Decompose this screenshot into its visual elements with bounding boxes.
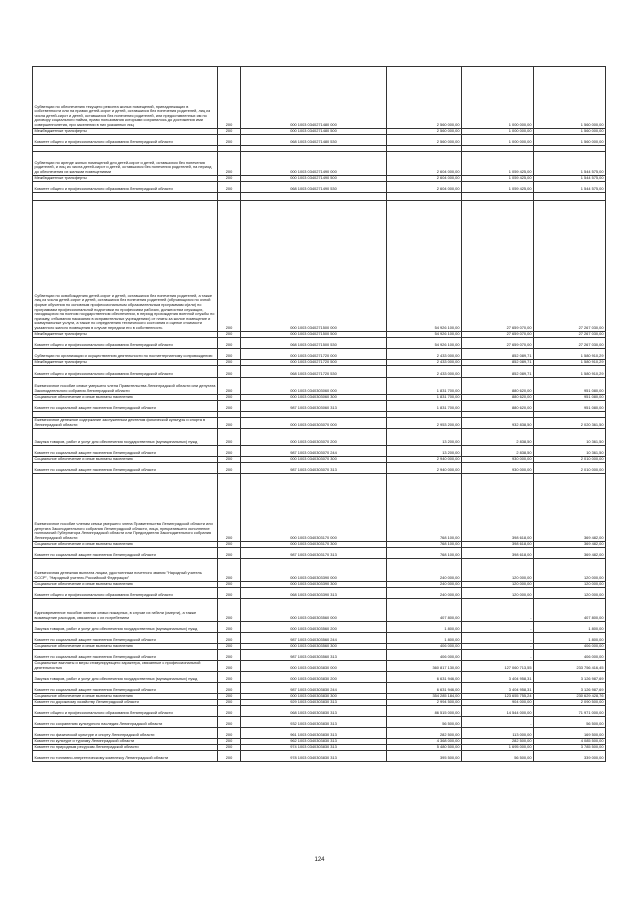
table-row: [33, 135, 606, 146]
cell-sum1: 13 200,00: [387, 446, 462, 457]
cell-sum2: 120 000,00: [462, 559, 534, 582]
table-row: [33, 201, 606, 332]
cell-code: 200: [218, 338, 241, 349]
cell-sum1: 86 515 000,00: [387, 706, 462, 717]
cell-code: 200: [218, 683, 241, 694]
cell-sum1: 2 604 000,00: [387, 182, 462, 193]
cell-kbk: 000 1003 0340271480 000: [241, 67, 387, 129]
cell-sum3: 1 800,00: [534, 633, 606, 644]
cell-code: 200: [218, 176, 241, 182]
cell-name: Комитет по социальной защите населения Ленинградской области: [33, 401, 218, 412]
cell-kbk: 000 1003 0340303170 300: [241, 542, 387, 548]
cell-kbk: 962 1003 0340303830 313: [241, 739, 387, 745]
cell-sum3: 230 629 428,76: [534, 694, 606, 700]
cell-code: 200: [218, 418, 241, 429]
cell-sum1: 354 285 184,00: [387, 694, 462, 700]
cell-sum3: 339 000,00: [534, 751, 606, 762]
cell-sum2: 120 000,00: [462, 588, 534, 599]
table-row: [33, 717, 606, 728]
cell-sum2: -: [462, 650, 534, 661]
cell-name: Комитет по социальной защите населения Ленинградской области: [33, 446, 218, 457]
cell-name: Комитет по культуре и туризму Ленинградской области: [33, 739, 218, 745]
cell-code: 200: [218, 129, 241, 135]
cell-sum2: 123 655 755,24: [462, 694, 534, 700]
table-row: [33, 446, 606, 457]
cell-sum1: 406 000,00: [387, 644, 462, 650]
cell-kbk: 987 1003 0340303070 313: [241, 463, 387, 474]
cell-sum3: 3 126 987,69: [534, 683, 606, 694]
cell-sum3: 369 482,00: [534, 474, 606, 542]
table-row: [33, 582, 606, 588]
cell-name: [33, 193, 218, 201]
table-row: [33, 728, 606, 739]
cell-sum3: 1 580 910,29: [534, 360, 606, 366]
table-row: [33, 633, 606, 644]
table-row: [33, 193, 606, 201]
cell-name: Субвенции по обеспечению текущего ремонта жилых помещений, принадлежащих в собственности или на правах детей-сирот и детей, оставшихся без попечения родителей, лиц из числа детей-сирот и детей, оставшихся без попечения родителей, или предоставленных им по договору социального найма, право пользования которыми сохранилось до достижения ими совершеннолетия, при заселении в них указанных лиц: [33, 67, 218, 129]
table-row: [33, 650, 606, 661]
cell-name: Социальное обеспечение и иные выплаты населению: [33, 542, 218, 548]
cell-name: Комитет общего и профессионального образования Ленинградской области: [33, 366, 218, 378]
table-row: [33, 694, 606, 700]
cell-name: Ежемесячное пособие членам семьи умершего члена Правительства Ленинградской области или депутата Законодательного собрания Ленинградской области, лица, прекратившего исполнение полномочий Губернатора Ленинградской области или Председателя Законодательного собрания Ленинградской области: [33, 474, 218, 542]
cell-kbk: 000 1003 0340303830 300: [241, 694, 387, 700]
cell-sum3: 2 010 000,00: [534, 457, 606, 463]
cell-sum3: 3 126 987,69: [534, 672, 606, 683]
cell-code: 200: [218, 728, 241, 739]
cell-name: Комитет общего и профессионального образования Ленинградской области: [33, 338, 218, 349]
table-row: [33, 706, 606, 717]
cell-sum3: 56 500,00: [534, 717, 606, 728]
cell-kbk: 000 1003 0340303060 000: [241, 378, 387, 395]
cell-kbk: 961 1003 0340303830 313: [241, 728, 387, 739]
cell-sum3: 951 080,00: [534, 395, 606, 401]
cell-kbk: 068 1003 0340271480 530: [241, 135, 387, 146]
cell-sum3: 1 580 910,29: [534, 349, 606, 360]
cell-sum1: 768 100,00: [387, 474, 462, 542]
cell-sum2: 852 089,71: [462, 360, 534, 366]
cell-kbk: 000 1003 0340303560 000: [241, 599, 387, 622]
cell-name: Комитет общего и профессионального образования Ленинградской области: [33, 135, 218, 146]
cell-code: 200: [218, 717, 241, 728]
table-row: [33, 672, 606, 683]
cell-kbk: 068 1003 0340271490 530: [241, 182, 387, 193]
cell-sum3: 169 500,00: [534, 728, 606, 739]
table-row: [33, 745, 606, 751]
cell-sum1: 2 604 000,00: [387, 152, 462, 176]
page-number: 124: [314, 857, 325, 863]
cell-sum2: 880 620,00: [462, 378, 534, 395]
cell-sum1: 2 940 000,00: [387, 457, 462, 463]
cell-sum3: 1 560 000,00: [534, 129, 606, 135]
cell-code: 200: [218, 360, 241, 366]
table-row: [33, 700, 606, 706]
cell-sum2: 2 838,50: [462, 446, 534, 457]
cell-kbk: 000 1003 0340271720 000: [241, 349, 387, 360]
cell-sum1: 54 926 100,00: [387, 338, 462, 349]
cell-kbk: 000 1003 0340271500 500: [241, 332, 387, 338]
cell-code: 200: [218, 672, 241, 683]
cell-kbk: 000 1003 0340271480 500: [241, 129, 387, 135]
cell-sum2: 56 500,00: [462, 751, 534, 762]
cell-kbk: 987 1003 0340303070 244: [241, 446, 387, 457]
cell-sum2: 1 000 000,00: [462, 135, 534, 146]
cell-sum1: 2 994 500,00: [387, 700, 462, 706]
cell-sum3: 4 085 500,00: [534, 739, 606, 745]
cell-name: Единовременное пособие членам семьи пожарных, в случае их гибели (смерти), а также возмещение расходов, связанных с их погребением: [33, 599, 218, 622]
cell-name: Социальное обеспечение и иные выплаты населению: [33, 694, 218, 700]
table-row: [33, 418, 606, 429]
cell-sum3: 120 000,00: [534, 559, 606, 582]
cell-name: Закупка товаров, работ и услуг для обеспечения государственных (муниципальных) нужд: [33, 429, 218, 446]
cell-sum1: 240 000,00: [387, 582, 462, 588]
cell-name: Комитет по сохранению культурного наследия Ленинградской области: [33, 717, 218, 728]
cell-sum3: 10 361,50: [534, 446, 606, 457]
cell-sum1: 2 940 000,00: [387, 463, 462, 474]
cell-name: Комитет по социальной защите населения Ленинградской области: [33, 650, 218, 661]
cell-sum2: 2 838,50: [462, 429, 534, 446]
cell-name: Комитет по физической культуре и спорту Ленинградской области: [33, 728, 218, 739]
cell-sum3: 2 020 361,50: [534, 418, 606, 429]
cell-sum3: 951 080,00: [534, 378, 606, 395]
cell-sum2: 1 059 425,00: [462, 176, 534, 182]
cell-kbk: 000 1003 0340303830 000: [241, 661, 387, 672]
cell-sum1: 407 800,00: [387, 599, 462, 622]
cell-name: Ежемесячное пособие семье умершего члена Правительства Ленинградской области или депутата Законодательного собрания Ленинградской области: [33, 378, 218, 395]
table-row: [33, 366, 606, 378]
table-row: [33, 622, 606, 633]
cell-name: Комитет по дорожному хозяйству Ленинградской области: [33, 700, 218, 706]
cell-sum2: -: [462, 633, 534, 644]
cell-kbk: 000 1003 0340303060 300: [241, 395, 387, 401]
cell-name: Межбюджетные трансферты: [33, 129, 218, 135]
cell-sum3: 369 482,00: [534, 542, 606, 548]
cell-sum2: -: [462, 717, 534, 728]
cell-code: 200: [218, 429, 241, 446]
table-row: [33, 739, 606, 745]
cell-name: Комитет по социальной защите населения Ленинградской области: [33, 683, 218, 694]
cell-code: 200: [218, 395, 241, 401]
cell-name: Закупка товаров, работ и услуг для обеспечения государственных (муниципальных) нужд: [33, 672, 218, 683]
cell-code: 200: [218, 622, 241, 633]
cell-code: 200: [218, 366, 241, 378]
budget-table: [32, 66, 606, 762]
cell-code: 200: [218, 182, 241, 193]
budget-table-body: [33, 67, 606, 762]
cell-sum2: 27 659 070,00: [462, 338, 534, 349]
table-row: [33, 349, 606, 360]
cell-kbk: 974 1003 0340303830 313: [241, 745, 387, 751]
cell-kbk: 000 1003 0340271720 500: [241, 360, 387, 366]
cell-code: 200: [218, 463, 241, 474]
table-row: [33, 588, 606, 599]
cell-kbk: 000 1003 0340271500 000: [241, 201, 387, 332]
cell-sum1: 5 480 500,00: [387, 745, 462, 751]
cell-sum1: 768 100,00: [387, 548, 462, 559]
cell-name: Субвенции по освобождению детей-сирот и детей, оставшихся без попечения родителей, а также лиц из числа детей-сирот и детей, оставшихся без попечения родителей (обучающихся по очной форме обучения по основным профессиональным образовательным программам и(или) по программам профессиональной подготовки по профессиям рабочих, должностям служащих, находящихся на полном государственном обеспечении, в период прохождения военной службы по призыву, отбывания наказания в исправительных учреждениях) от платы за жилое помещение и коммунальные услуги, а также по определению технического состояния и оценке стоимости указанного жилого помещения в случае передачи его в собственность: [33, 201, 218, 332]
cell-kbk: 000 1003 0340303170 000: [241, 474, 387, 542]
cell-name: Межбюджетные трансферты: [33, 176, 218, 182]
cell-sum2: 3 404 958,31: [462, 672, 534, 683]
cell-kbk: 000 1003 0340303070 300: [241, 457, 387, 463]
cell-sum2: 1 000 000,00: [462, 129, 534, 135]
cell-kbk: 068 1003 0340271500 530: [241, 338, 387, 349]
cell-sum3: 120 000,00: [534, 582, 606, 588]
table-row: [33, 152, 606, 176]
cell-kbk: 000 1003 0340303560 200: [241, 622, 387, 633]
cell-name: Комитет по природным ресурсам Ленинградской области: [33, 745, 218, 751]
cell-code: 200: [218, 599, 241, 622]
cell-code: 200: [218, 135, 241, 146]
cell-code: 200: [218, 700, 241, 706]
cell-code: 200: [218, 548, 241, 559]
table-row: [33, 429, 606, 446]
cell-code: 200: [218, 751, 241, 762]
cell-sum1: 1 800,00: [387, 622, 462, 633]
cell-sum1: 2 560 000,00: [387, 129, 462, 135]
cell-sum2: 27 659 070,00: [462, 201, 534, 332]
cell-code: 200: [218, 559, 241, 582]
cell-sum3: 3 785 500,00: [534, 745, 606, 751]
cell-sum1: 6 631 946,00: [387, 683, 462, 694]
cell-name: Комитет по социальной защите населения Ленинградской области: [33, 548, 218, 559]
table-row: [33, 182, 606, 193]
cell-sum2: 3 404 958,31: [462, 683, 534, 694]
cell-sum1: 2 604 000,00: [387, 176, 462, 182]
cell-sum1: 406 000,00: [387, 650, 462, 661]
table-row: [33, 559, 606, 582]
cell-sum2: 398 618,00: [462, 542, 534, 548]
cell-name: Комитет по социальной защите населения Ленинградской области: [33, 463, 218, 474]
cell-code: 200: [218, 706, 241, 717]
cell-sum2: 930 000,00: [462, 457, 534, 463]
table-row: [33, 463, 606, 474]
cell-kbk: 987 1003 0340303560 244: [241, 633, 387, 644]
cell-code: 200: [218, 349, 241, 360]
cell-sum1: 4 368 000,00: [387, 739, 462, 745]
cell-sum1: 240 000,00: [387, 588, 462, 599]
cell-sum1: 6 631 946,00: [387, 672, 462, 683]
cell-sum2: 932 838,50: [462, 418, 534, 429]
cell-sum2: -: [462, 622, 534, 633]
table-row: [33, 378, 606, 395]
cell-sum3: 71 971 000,00: [534, 706, 606, 717]
cell-kbk: 000 1003 0340271490 500: [241, 176, 387, 182]
cell-sum1: 54 926 100,00: [387, 201, 462, 332]
cell-code: 200: [218, 152, 241, 176]
cell-kbk: 000 1003 0340303390 300: [241, 582, 387, 588]
cell-name: Социальное обеспечение и иные выплаты населению: [33, 457, 218, 463]
cell-name: Закупка товаров, работ и услуг для обеспечения государственных (муниципальных) нужд: [33, 622, 218, 633]
cell-name: Социальное обеспечение и иные выплаты населению: [33, 395, 218, 401]
cell-sum2: 1 000 000,00: [462, 67, 534, 129]
cell-code: 200: [218, 332, 241, 338]
cell-sum3: 120 000,00: [534, 588, 606, 599]
cell-kbk: 000 1003 0340303070 000: [241, 418, 387, 429]
table-row: [33, 751, 606, 762]
cell-sum3: 2 090 500,00: [534, 700, 606, 706]
cell-sum3: 27 267 030,00: [534, 201, 606, 332]
cell-sum1: 54 926 100,00: [387, 332, 462, 338]
cell-sum2: 398 618,00: [462, 474, 534, 542]
cell-sum3: 10 361,50: [534, 429, 606, 446]
cell-sum1: 2 433 000,00: [387, 360, 462, 366]
table-row: [33, 548, 606, 559]
cell-sum2: 27 659 070,00: [462, 332, 534, 338]
cell-kbk: 978 1003 0340303830 313: [241, 751, 387, 762]
cell-code: 200: [218, 650, 241, 661]
cell-code: 200: [218, 457, 241, 463]
cell-code: 200: [218, 542, 241, 548]
cell-sum2: 14 544 000,00: [462, 706, 534, 717]
cell-code: 200: [218, 67, 241, 129]
table-row: [33, 683, 606, 694]
cell-sum2: 113 000,00: [462, 728, 534, 739]
cell-sum3: [534, 193, 606, 201]
cell-sum3: 27 267 030,00: [534, 338, 606, 349]
cell-name: Межбюджетные трансферты: [33, 360, 218, 366]
cell-sum2: 398 618,00: [462, 548, 534, 559]
cell-sum2: 282 500,00: [462, 739, 534, 745]
cell-sum2: 120 000,00: [462, 582, 534, 588]
cell-sum1: 56 500,00: [387, 717, 462, 728]
cell-sum2: -: [462, 644, 534, 650]
cell-code: [218, 193, 241, 201]
cell-name: Субвенции по аренде жилых помещений для детей-сирот и детей, оставшихся без попечения родителей, и лиц из числа детей-сирот и детей, оставшихся без попечения родителей, на период до обеспечения их жилыми помещениями: [33, 152, 218, 176]
table-row: [33, 542, 606, 548]
cell-sum3: 2 010 000,00: [534, 463, 606, 474]
cell-sum3: 1 560 000,00: [534, 135, 606, 146]
cell-name: Комитет по социальной защите населения Ленинградской области: [33, 633, 218, 644]
cell-kbk: 068 1003 0340271720 530: [241, 366, 387, 378]
cell-sum1: 1 831 700,00: [387, 401, 462, 412]
cell-sum1: 240 000,00: [387, 559, 462, 582]
cell-sum1: 2 560 000,00: [387, 135, 462, 146]
cell-kbk: 000 1003 0340303830 200: [241, 672, 387, 683]
cell-sum3: 407 800,00: [534, 599, 606, 622]
cell-code: 200: [218, 582, 241, 588]
table-row: [33, 67, 606, 129]
cell-sum3: 27 267 030,00: [534, 332, 606, 338]
cell-sum3: 406 000,00: [534, 650, 606, 661]
cell-sum2: 1 059 425,00: [462, 182, 534, 193]
cell-sum1: 1 800,00: [387, 633, 462, 644]
cell-kbk: [241, 193, 387, 201]
cell-name: Комитет общего и профессионального образования Ленинградской области: [33, 588, 218, 599]
cell-sum3: 951 080,00: [534, 401, 606, 412]
cell-kbk: 987 1003 0340303560 313: [241, 650, 387, 661]
cell-sum3: 1 560 000,00: [534, 67, 606, 129]
cell-sum2: 852 089,71: [462, 349, 534, 360]
table-row: [33, 599, 606, 622]
cell-kbk: 000 1003 0340303560 300: [241, 644, 387, 650]
cell-sum3: 406 000,00: [534, 644, 606, 650]
cell-sum3: 1 800,00: [534, 622, 606, 633]
cell-sum3: 1 544 575,00: [534, 182, 606, 193]
table-row: [33, 474, 606, 542]
cell-sum1: 2 433 000,00: [387, 366, 462, 378]
cell-name: Социальное обеспечение и иные выплаты населению: [33, 582, 218, 588]
cell-sum1: 360 817 130,00: [387, 661, 462, 672]
cell-sum3: 1 544 575,00: [534, 152, 606, 176]
cell-sum1: 13 200,00: [387, 429, 462, 446]
cell-name: Социальное обеспечение и иные выплаты населению: [33, 644, 218, 650]
cell-sum1: 2 560 000,00: [387, 67, 462, 129]
cell-code: 200: [218, 446, 241, 457]
cell-sum2: 1 059 425,00: [462, 152, 534, 176]
cell-code: 200: [218, 661, 241, 672]
cell-code: 200: [218, 745, 241, 751]
cell-code: 200: [218, 378, 241, 395]
cell-sum1: 768 100,00: [387, 542, 462, 548]
cell-code: 200: [218, 644, 241, 650]
table-row: [33, 457, 606, 463]
cell-sum2: 1 695 000,00: [462, 745, 534, 751]
cell-name: Субвенции по организации и осуществлению деятельности по постинтернатному сопровождению: [33, 349, 218, 360]
cell-name: Ежемесячное денежное содержание заслуженным деятелям физической культуры и спорта в Ленинградской области: [33, 418, 218, 429]
table-row: [33, 401, 606, 412]
table-row: [33, 661, 606, 672]
cell-name: Комитет по топливно-энергетическому комплексу Ленинградской области: [33, 751, 218, 762]
cell-sum2: -: [462, 599, 534, 622]
cell-name: Ежемесячная денежная выплата лицам, удостоенным почетного звания "Народный учитель СССР", "Народный учитель Российской Федерации": [33, 559, 218, 582]
cell-sum3: 369 482,00: [534, 548, 606, 559]
cell-sum2: 852 089,71: [462, 366, 534, 378]
cell-kbk: 000 1003 0340303390 000: [241, 559, 387, 582]
table-row: [33, 338, 606, 349]
cell-kbk: 068 1003 0340303830 313: [241, 706, 387, 717]
cell-sum3: 233 756 416,45: [534, 661, 606, 672]
cell-sum2: 930 000,00: [462, 463, 534, 474]
cell-code: 200: [218, 201, 241, 332]
cell-kbk: 987 1003 0340303830 244: [241, 683, 387, 694]
cell-name: Комитет общего и профессионального образования Ленинградской области: [33, 182, 218, 193]
cell-sum2: [462, 193, 534, 201]
cell-name: Комитет общего и профессионального образования Ленинградской области: [33, 706, 218, 717]
cell-name: Социальные выплаты и меры стимулирующего характера, связанные с профессиональной деятельностью: [33, 661, 218, 672]
cell-sum1: 282 500,00: [387, 728, 462, 739]
cell-sum2: 904 000,00: [462, 700, 534, 706]
cell-sum1: 1 831 700,00: [387, 378, 462, 395]
cell-kbk: 987 1003 0340303170 313: [241, 548, 387, 559]
cell-kbk: 987 1003 0340303060 313: [241, 401, 387, 412]
cell-name: Межбюджетные трансферты: [33, 332, 218, 338]
cell-sum2: 880 620,00: [462, 401, 534, 412]
cell-sum2: 880 620,00: [462, 395, 534, 401]
cell-kbk: 000 1003 0340303070 200: [241, 429, 387, 446]
cell-code: 200: [218, 474, 241, 542]
cell-kbk: 929 1003 0340303830 313: [241, 700, 387, 706]
cell-sum1: 2 953 200,00: [387, 418, 462, 429]
cell-kbk: 068 1003 0340303390 313: [241, 588, 387, 599]
cell-code: 200: [218, 694, 241, 700]
cell-kbk: 932 1003 0340303830 313: [241, 717, 387, 728]
cell-code: 200: [218, 588, 241, 599]
cell-sum3: 1 544 575,00: [534, 176, 606, 182]
cell-code: 200: [218, 739, 241, 745]
table-row: [33, 395, 606, 401]
cell-sum1: 2 433 000,00: [387, 349, 462, 360]
cell-sum3: 1 580 910,29: [534, 366, 606, 378]
cell-code: 200: [218, 633, 241, 644]
cell-code: 200: [218, 401, 241, 412]
cell-kbk: 000 1003 0340271490 000: [241, 152, 387, 176]
cell-sum1: 1 831 700,00: [387, 395, 462, 401]
cell-sum1: [387, 193, 462, 201]
cell-sum1: 395 500,00: [387, 751, 462, 762]
cell-sum2: 127 060 713,55: [462, 661, 534, 672]
